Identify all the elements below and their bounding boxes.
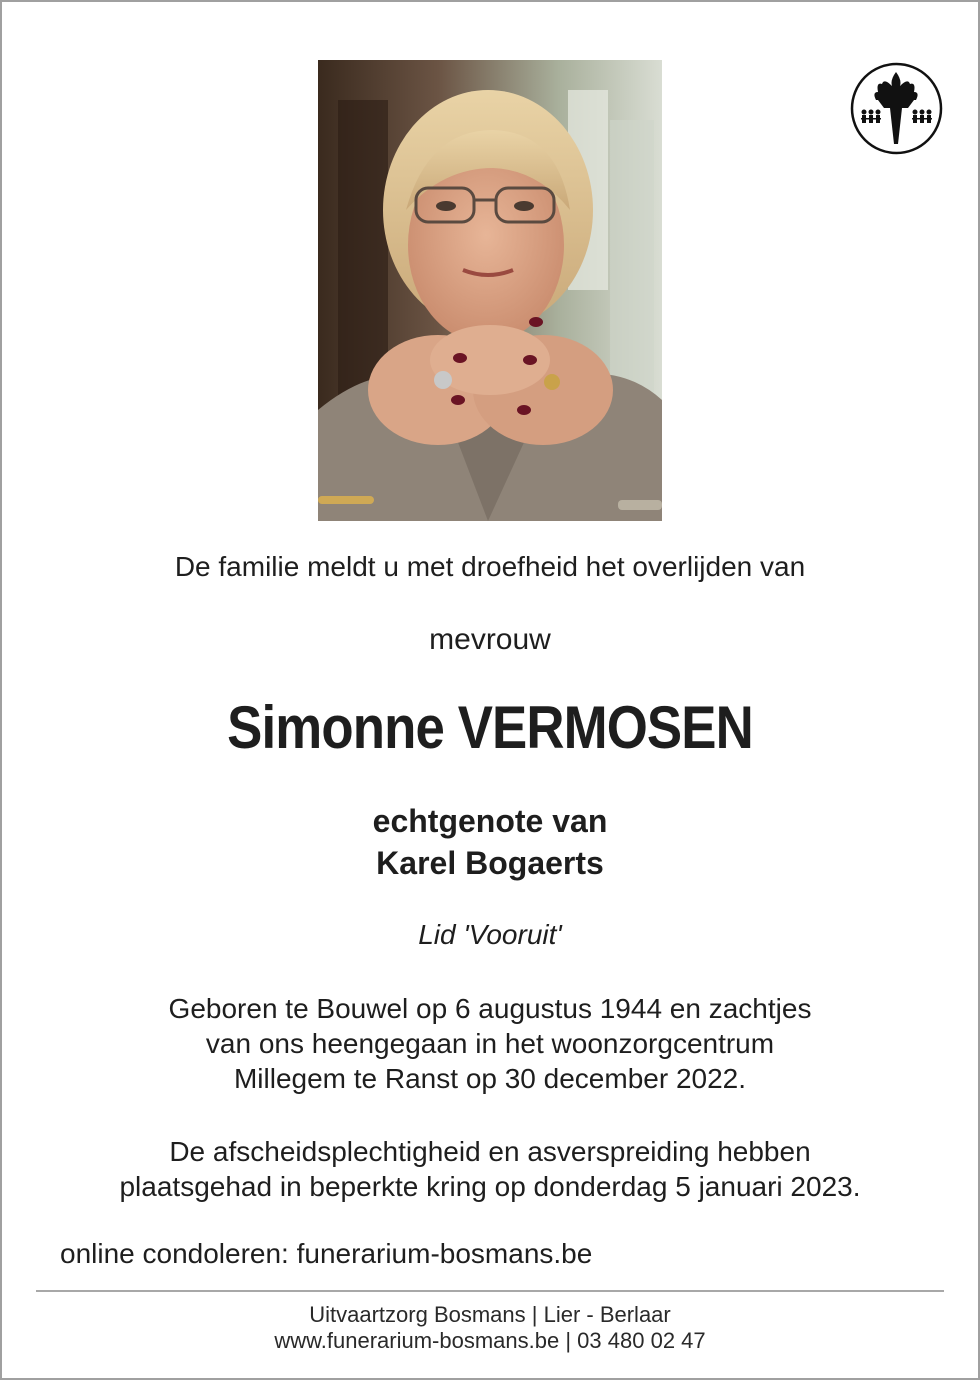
condolence-link[interactable]: online condoleren: funerarium-bosmans.be [60, 1238, 593, 1269]
deceased-name: Simonne VERMOSEN [227, 694, 753, 761]
torch-emblem-icon [850, 62, 943, 155]
paragraph-line: De afscheidsplechtigheid en asverspreiding hebben [169, 1136, 811, 1167]
birth-death-paragraph [0, 991, 980, 1096]
honorific: mevrouw [429, 623, 551, 656]
paragraph-line: van ons heengegaan in het woonzorgcentrum [205, 1028, 775, 1059]
spouse-label: echtgenote van [372, 803, 608, 839]
intro-text: De familie meldt u met droefheid het overlijden van [174, 551, 806, 582]
footer-company: Uitvaartzorg Bosmans | Lier - Berlaar [309, 1302, 671, 1327]
divider [36, 1290, 944, 1292]
paragraph-line: plaatsgehad in beperkte kring op donderdag 5 januari 2023. [119, 1171, 861, 1202]
paragraph-line: Millegem te Ranst op 30 december 2022. [233, 1063, 747, 1094]
paragraph-line: Geboren te Bouwel op 6 augustus 1944 en zachtjes [168, 993, 812, 1024]
portrait-photo [318, 60, 662, 521]
membership: Lid 'Vooruit' [418, 919, 562, 950]
footer-contact[interactable]: www.funerarium-bosmans.be | 03 480 02 47 [274, 1328, 706, 1353]
ceremony-paragraph [0, 1134, 980, 1204]
spouse-name: Karel Bogaerts [376, 845, 604, 881]
